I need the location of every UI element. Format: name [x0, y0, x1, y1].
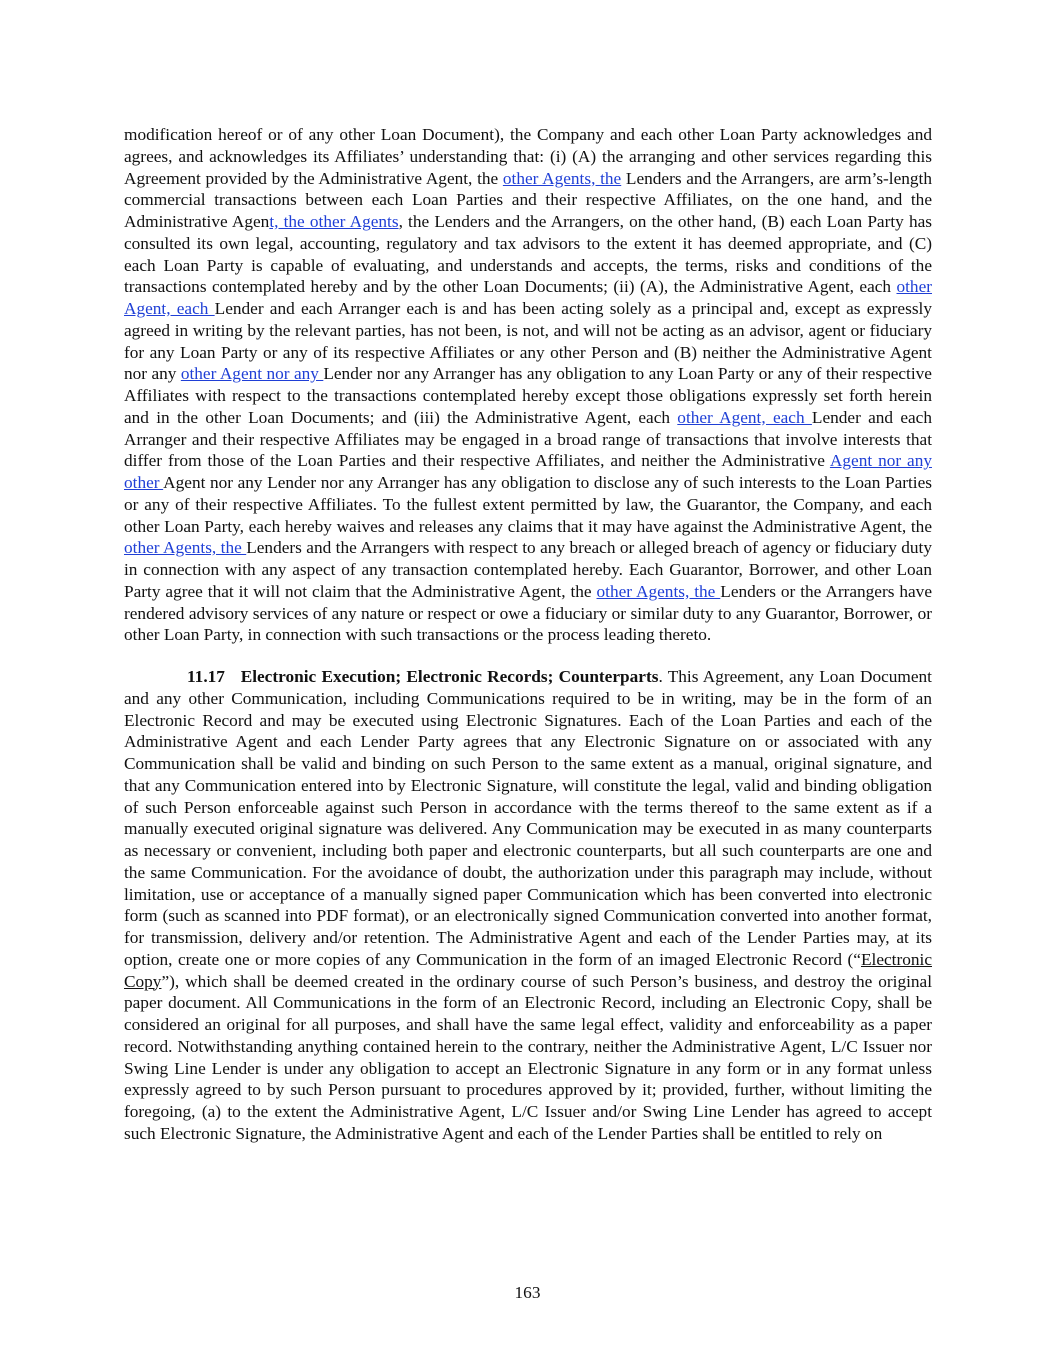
inserted-text: other Agents, the	[502, 168, 622, 188]
defined-term: Electronic Copy	[124, 949, 932, 991]
inserted-text: other Agent, each	[124, 277, 932, 318]
section-heading: Electronic Execution; Electronic Records; Counterparts	[240, 667, 659, 686]
inserted-text: Agent nor any other	[124, 451, 932, 492]
text-run: Lenders or the Arrangers have rendered advisory services of any nature or respect or owe a fiduciary or similar duty to any Guarantor, Borrower, or other Loan Party, in connection with such transactions or the process leading thereto.	[124, 581, 932, 645]
text-run: Lender and each Arranger and their respective Affiliates may be engaged in a broad range of transactions that involve interests that differ from those of the Loan Parties and their respective Affiliates, and neither the Administrative	[124, 407, 932, 471]
text-run: Lender and each Arranger each is and has been acting solely as a principal and, except as expressly agreed in writing by the relevant parties, has not been, is not, and will not be acting as an advisor, agent or fiduciary for any Loan Party or any of its respective Affiliates or any other Person and (B) neither the Administrative Agent nor any	[124, 299, 932, 384]
text-run: Lender nor any Arranger has any obligation to any Loan Party or any of their respective Affiliates with respect to the transactions contemplated hereby except those obligations expressly set forth herein and in the other Loan Documents; and (iii) the Administrative Agent, each	[124, 364, 932, 427]
text-run: , the Lenders and the Arrangers, on the other hand, (B) each Loan Party has consulted its own legal, accounting, regulatory and tax advisors to the extent it has deemed appropriate, and (C) each Loan Party is capable of evaluating, and understands and accepts, the terms, risks and conditions of the transactions contemplated hereby and by the other Loan Documents; (ii) (A), the Administrative Agent, each	[124, 212, 932, 297]
text-run: Agent nor any Lender nor any Arranger has any obligation to disclose any of such interests to the Loan Parties or any of their respective Affiliates. To the fullest extent permitted by law, the Guarantor, the Company, and each other Loan Party, each hereby waives and releases any claims that it may have against the Administrative Agent, the	[124, 473, 933, 536]
section-11-17	[124, 666, 932, 1145]
inserted-text: other Agent, each	[677, 407, 812, 427]
paragraph-advisory-duties	[124, 124, 932, 646]
inserted-text: other Agent nor any	[180, 364, 324, 384]
inserted-text: other Agents, the	[596, 581, 721, 601]
text-run: Lenders and the Arrangers with respect to any breach or alleged breach of agency or fiduciary duty in connection with any aspect of any transaction contemplated hereby. Each Guarantor, Borrower, and other Loan Party agree that it will not claim that the Administrative Agent, the	[124, 538, 932, 601]
text-run: ”), which shall be deemed created in the ordinary course of such Person’s business, and destroy the original paper document. All Communications in the form of an Electronic Record, including an Electronic Copy, shall be considered an original for all purposes, and shall have the same legal effect, validity and enforceability as a paper record. Notwithstanding anything contained herein to the contrary, neither the Administrative Agent, L/C Issuer nor Swing Line Lender is under any obligation to accept an Electronic Signature in any form or in any format unless expressly agreed to by such Person pursuant to procedures approved by it; provided, further, without limiting the foregoing, (a) to the extent the Administrative Agent, L/C Issuer and/or Swing Line Lender has agreed to accept such Electronic Signature, the Administrative Agent and each of the Lender Parties shall be entitled to rely on	[124, 971, 932, 1143]
page-number: 163	[514, 1283, 541, 1302]
section-number: 11.17	[187, 667, 225, 686]
inserted-text: t, the other Agents	[269, 212, 399, 231]
inserted-text: other Agents, the	[124, 538, 247, 558]
text-run: Lenders and the Arrangers, are arm’s-length commercial transactions between each Loan Parties and their respective Affiliates, on the one hand, and the Administrative Agen	[124, 168, 932, 231]
text-run: . This Agreement, any Loan Document and any other Communication, including Communications required to be in writing, may be in the form of an Electronic Record and may be executed using Electronic Signatures. Each of the Loan Parties and each of the Administrative Agent and each Lender Party agrees that any Electronic Signature on or associated with any Communication shall be valid and binding on such Person to the same extent as a manual, original signature, and that any Communication entered into by Electronic Signature, will constitute the legal, valid and binding obligation of such Person enforceable against such Person in accordance with the terms thereof to the same extent as if a manually executed original signature was delivered. Any Communication may be executed in as many counterparts as necessary or convenient, including both paper and electronic counterparts, but all such counterparts are one and the same Communication. For the avoidance of doubt, the authorization under this paragraph may include, without limitation, use or acceptance of a manually signed paper Communication which has been converted into electronic form (such as scanned into PDF format), or an electronically signed Communication converted into another format, for transmission, delivery and/or retention. The Administrative Agent and each of the Lender Parties may, at its option, create one or more copies of any Communication in the form of an imaged Electronic Record (“	[124, 667, 932, 969]
document-page	[124, 124, 932, 1145]
text-run: modification hereof or of any other Loan Document), the Company and each other Loan Party acknowledges and agrees, and acknowledges its Affiliates’ understanding that: (i) (A) the arranging and other services regarding this Agreement provided by the Administrative Agent, the	[124, 125, 932, 188]
